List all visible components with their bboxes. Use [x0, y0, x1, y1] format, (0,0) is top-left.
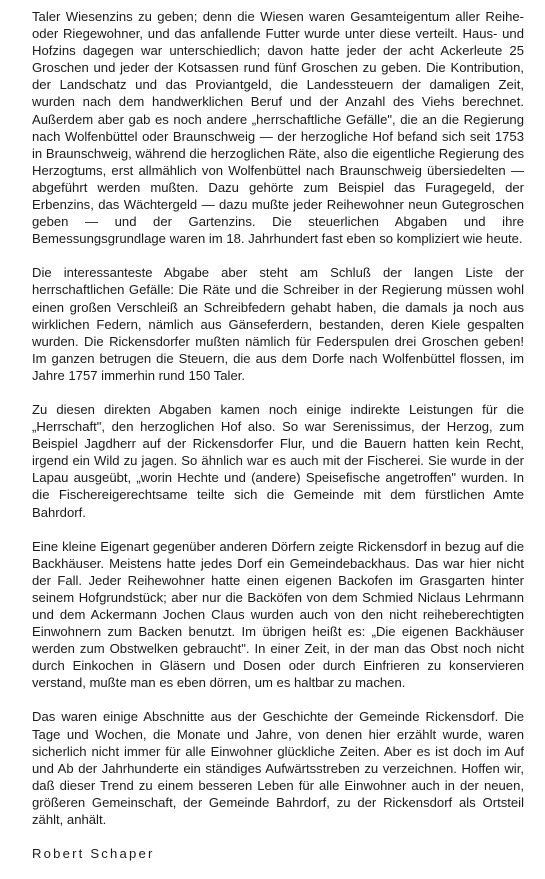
paragraph-conclusion: Das waren einige Abschnitte aus der Geschichte der Gemeinde Rickensdorf. Die Tage und Wochen, die Monate und Jahre, von denen hier erzählt wurde, waren sicherlich nicht immer für alle Einwohner glückliche Zeiten. Aber es ist doch im Auf und Ab der Jahrhunderte ein ständiges Aufwärtsstreben zu verzeichnen. Hoffen wir, daß dieser Trend zu einem besseren Leben für alle Einwohner auch in der neuen, größeren Gemeinschaft, der Gemeinde Bahrdorf, zu der Rickensdorf als Ortsteil zählt, anhält.: [32, 709, 524, 828]
author-signature: Robert Schaper: [32, 846, 155, 862]
article-page: [32, 8, 524, 879]
paragraph-taxes: Taler Wiesenzins zu geben; denn die Wiesen waren Gesamteigentum aller Reihe- oder Riegewohner, und das anfallende Futter wurde unter diese verteilt. Haus- und Hofzins dagegen war unterschiedlich; davon hatte jeder der acht Ackerleute 25 Groschen und jeder der Kotsassen rund fünf Groschen zu geben. Die Kontribution, der Landschatz und das Proviantgeld, die Landessteuern der damaligen Zeit, wurden nach dem handwerklichen Beruf und der Anzahl des Viehs berechnet. Außerdem aber gab es noch andere „herrschaftliche Gefälle", die an die Regierung nach Wolfenbüttel oder Braunschweig — der herzogliche Hof befand sich seit 1753 in Braunschweig, während die herzoglichen Räte, also die eigentliche Regierung des Herzogtums, erst allmählich von Wolfenbüttel nach Braunschweig übersiedelten — abgeführt werden mußten. Dazu gehörte zum Beispiel das Furagegeld, der Erbenzins, das Wächtergeld — dazu mußte jeder Reihewohner neun Gutegroschen geben — und der Gartenzins. Die steuerlichen Abgaben und ihre Bemessungsgrundlage waren im 18. Jahrhundert fast eben so kompliziert wie heute.: [32, 9, 524, 247]
paragraph-bakehouses: Eine kleine Eigenart gegenüber anderen Dörfern zeigte Rickensdorf in bezug auf die Backhäuser. Meistens hatte jedes Dorf ein Gemeindebackhaus. Das war hier nicht der Fall. Jeder Reihewohner hatte einen eigenen Backofen im Grasgarten hinter seinem Hofgrundstück; aber nur die Backöfen von dem Schmied Niclaus Lehrmann und dem Ackermann Jochen Claus wurden auch von den nicht reiheberechtigten Einwohnern zum Backen benutzt. Im übrigen heißt es: „Die eigenen Backhäuser werden zum Obstwelken gebraucht". In einer Zeit, in der man das Obst noch nicht durch Einkochen in Gläsern und Dosen oder durch Einfrieren zu konservieren verstand, mußte man es eben dörren, um es haltbar zu machen.: [32, 538, 524, 691]
paragraph-quill-levy: Die interessanteste Abgabe aber steht am Schluß der langen Liste der herrschaftlichen Gefälle: Die Räte und die Schreiber in der Regierung müssen wohl einen großen Verschleiß an Schreibfedern gehabt haben, die damals ja noch aus wirklichen Federn, nämlich aus Gänseferdern, bestanden, deren Kiele gespalten wurden. Die Rickensdorfer mußten nämlich für Federspulen drei Groschen geben! Im ganzen betrugen die Steuern, die aus dem Dorfe nach Wolfenbüttel flossen, im Jahre 1757 immerhin rund 150 Taler.: [32, 265, 524, 383]
paragraph-indirect-duties: Zu diesen direkten Abgaben kamen noch einige indirekte Leistungen für die „Herrschaft", den herzoglichen Hof also. So war Serenissimus, der Herzog, zum Beispiel Jagdherr auf der Rickensdorfer Flur, und die Bauern hatten kein Recht, irgend ein Wild zu jagen. So ähnlich war es auch mit der Fischerei. Sie wurde in der Lapau ausgeübt, „worin Hechte und (andere) Speisefische angetroffen" wurden. In die Fischereigerechtsame teilte sich die Gemeinde mit dem fürstlichen Amte Bahrdorf.: [32, 401, 524, 520]
